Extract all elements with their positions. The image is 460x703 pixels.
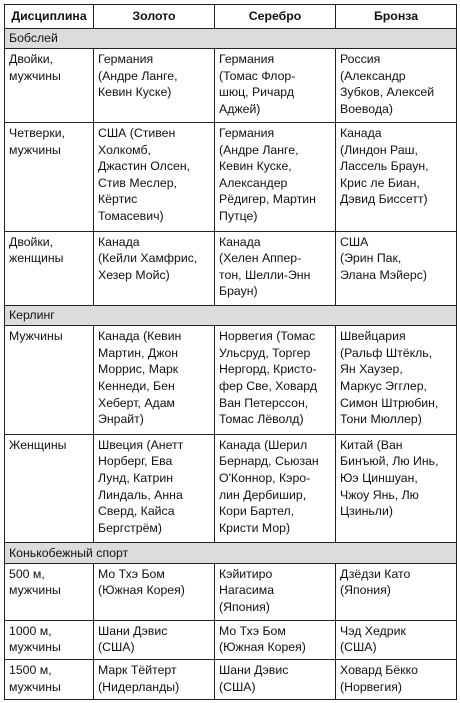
gold-cell: Канада (Кейли Хамфрис, Хезер Мойс) xyxy=(94,231,215,305)
bronze-cell: Канада (Линдон Раш, Лассель Браун, Крис ле Биан, Дэвид Биссетт) xyxy=(336,123,457,232)
section-row xyxy=(5,305,457,325)
silver-cell: Шани Дэвис (США) xyxy=(215,660,336,700)
discipline-cell: Двойки, мужчины xyxy=(5,48,94,122)
gold-cell: Шани Дэвис (США) xyxy=(94,620,215,660)
discipline-cell: 1500 м, мужчины xyxy=(5,660,94,700)
silver-cell: Норвегия (Томас Ульсруд, Торгер Нергорд, Кристо- фер Све, Ховард Ван Петерссон, Томас Лёволд) xyxy=(215,326,336,435)
gold-cell: Мо Тхэ Бом (Южная Корея) xyxy=(94,563,215,620)
bronze-cell: Китай (Ван Бинъюй, Лю Инь, Юэ Циншуан, Чжоу Янь, Лю Цзиньли) xyxy=(336,434,457,543)
bronze-cell: США (Эрин Пак, Элана Мэйерс) xyxy=(336,231,457,305)
silver-cell: Мо Тхэ Бом (Южная Корея) xyxy=(215,620,336,660)
table-row xyxy=(5,660,457,700)
discipline-cell: Четверки, мужчины xyxy=(5,123,94,232)
gold-cell: США (Стивен Холкомб, Джастин Олсен, Стив Меслер, Кёртис Томасевич) xyxy=(94,123,215,232)
silver-cell: Канада (Шерил Бернард, Сьюзан О'Коннор, Кэро- лин Дербишир, Кори Бартел, Кристи Мор) xyxy=(215,434,336,543)
silver-cell: Германия (Томас Флор- шюц, Ричард Аджей) xyxy=(215,48,336,122)
table-row xyxy=(5,434,457,543)
bronze-cell: Дзёдзи Като (Япония) xyxy=(336,563,457,620)
header-row xyxy=(5,5,457,29)
section-title: Конькобежный спорт xyxy=(5,543,457,563)
table-row xyxy=(5,563,457,620)
gold-cell: Швеция (Анетт Норберг, Ева Лунд, Катрин Линдаль, Анна Сверд, Кайса Бергстрём) xyxy=(94,434,215,543)
silver-cell: Германия (Андре Ланге, Кевин Куске, Александер Рёдигер, Мартин Путце) xyxy=(215,123,336,232)
discipline-cell: 500 м, мужчины xyxy=(5,563,94,620)
header-silver: Серебро xyxy=(215,5,336,29)
section-row xyxy=(5,28,457,48)
table-row xyxy=(5,48,457,122)
section-row xyxy=(5,543,457,563)
bronze-cell: Ховард Бёкко (Норвегия) xyxy=(336,660,457,700)
bronze-cell: Швейцария (Ральф Штёкль, Ян Хаузер, Маркус Эгглер, Симон Штрюбин, Тони Мюллер) xyxy=(336,326,457,435)
bronze-cell: Чэд Хедрик (США) xyxy=(336,620,457,660)
table-row xyxy=(5,123,457,232)
discipline-cell: Женщины xyxy=(5,434,94,543)
table-row xyxy=(5,231,457,305)
discipline-cell: Двойки, женщины xyxy=(5,231,94,305)
table-row xyxy=(5,620,457,660)
silver-cell: Кэйитиро Нагасима (Япония) xyxy=(215,563,336,620)
silver-cell: Канада (Хелен Аппер- тон, Шелли-Энн Браун) xyxy=(215,231,336,305)
header-bronze: Бронза xyxy=(336,5,457,29)
table-row xyxy=(5,326,457,435)
medals-table xyxy=(4,4,457,700)
header-discipline: Дисциплина xyxy=(5,5,94,29)
bronze-cell: Россия (Александр Зубков, Алексей Воевода) xyxy=(336,48,457,122)
header-gold: Золото xyxy=(94,5,215,29)
section-title: Бобслей xyxy=(5,28,457,48)
section-title: Керлинг xyxy=(5,305,457,325)
discipline-cell: 1000 м, мужчины xyxy=(5,620,94,660)
gold-cell: Германия (Андре Ланге, Кевин Куске) xyxy=(94,48,215,122)
gold-cell: Марк Тёйтерт (Нидерланды) xyxy=(94,660,215,700)
gold-cell: Канада (Кевин Мартин, Джон Моррис, Марк Кеннеди, Бен Хеберт, Адам Энрайт) xyxy=(94,326,215,435)
discipline-cell: Мужчины xyxy=(5,326,94,435)
